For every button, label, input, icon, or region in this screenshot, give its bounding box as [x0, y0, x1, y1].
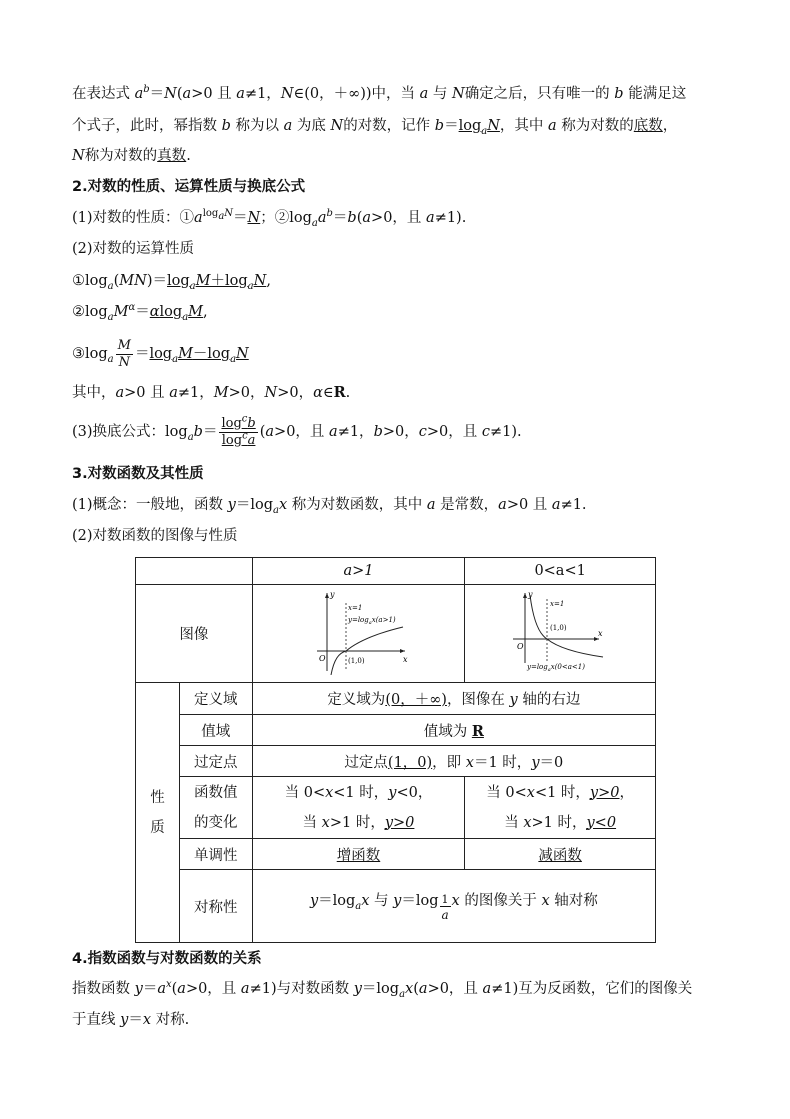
text: ( [176, 86, 183, 102]
text: 的对数，记作 [343, 118, 435, 134]
header-empty-cell [136, 558, 253, 585]
text: a [551, 497, 561, 513]
text: (1)概念：一般地，函数 [72, 497, 228, 513]
text: ， [619, 784, 634, 801]
text: c [242, 430, 248, 442]
table-row-value-change [136, 777, 656, 839]
text: b [347, 210, 357, 226]
monotonicity-label: 单调性 [179, 839, 252, 870]
text: ＝ [134, 346, 150, 362]
text: M [188, 304, 204, 320]
domain-label: 定义域 [179, 683, 252, 715]
value-change-label [179, 777, 252, 839]
section-3-heading: 3.对数函数及其性质 [72, 466, 204, 482]
text: 其中， [72, 385, 116, 401]
text: ( [413, 981, 419, 997]
log-notation [458, 118, 500, 137]
definition-line-1 [72, 84, 686, 104]
origin-label: O [319, 653, 327, 663]
text: 与 [428, 86, 452, 102]
text: ≠1). [489, 424, 522, 440]
text: log [221, 415, 242, 431]
text: (3)换底公式：log [72, 424, 188, 440]
text: y=log [348, 615, 370, 624]
text: >1 时， [329, 814, 385, 831]
text: －log [192, 346, 231, 362]
change-of-base-fraction [219, 413, 257, 449]
domain-value [252, 683, 655, 715]
text: x [451, 893, 460, 909]
y-axis-label: y [528, 589, 533, 599]
text: <1 时， [333, 784, 389, 801]
text: N [247, 210, 261, 226]
text: a [247, 280, 254, 292]
text: 是常数， [435, 497, 499, 513]
curve-label [347, 616, 396, 626]
text: MN [119, 273, 147, 289]
point-label: (1,0) [348, 656, 366, 665]
text: (0，＋∞) [385, 692, 447, 708]
text: a [230, 353, 237, 365]
text: 当 [504, 814, 524, 831]
table-row-fixed-point [136, 746, 656, 777]
text: ≠1， [244, 86, 281, 102]
text: R [333, 384, 346, 401]
graph-properties-heading: (2)对数函数的图像与性质 [72, 528, 238, 544]
text: a [547, 666, 551, 673]
text: log [149, 346, 173, 362]
text: ＝log [361, 981, 400, 997]
text: ＋log [210, 273, 248, 289]
range-value [252, 715, 655, 746]
text: 当 0< [284, 784, 326, 801]
text: >0， [277, 385, 314, 401]
log-function-properties-table [135, 557, 656, 943]
text: y>0 [589, 784, 620, 801]
text: a [399, 988, 406, 1000]
text: log [458, 118, 482, 134]
text: ( [356, 210, 363, 226]
text: ，即 [432, 754, 466, 771]
header-a-lt-1: 0<a<1 [465, 558, 656, 585]
y-axis-arrow [523, 593, 527, 598]
text: b [193, 424, 203, 440]
text: ＝log [235, 497, 274, 513]
text: a [157, 981, 166, 997]
log-properties-line [72, 208, 466, 228]
text: a [418, 981, 428, 997]
text [253, 778, 465, 808]
text: ≠1， [337, 424, 374, 440]
text: ＝ [444, 118, 459, 134]
text: ( [171, 981, 178, 997]
text: y [134, 981, 143, 997]
conditions-line [72, 383, 350, 403]
text: ＝log [318, 893, 356, 909]
table-row-graph [136, 585, 656, 683]
text: 轴对称 [549, 893, 598, 909]
text: a [189, 280, 196, 292]
text: a [548, 118, 557, 134]
text: log [167, 273, 190, 289]
text: a [182, 311, 189, 323]
text: b [373, 424, 383, 440]
text: y [120, 1012, 129, 1028]
text: x [321, 814, 330, 831]
text: M [113, 304, 129, 320]
text: N [330, 118, 344, 134]
text: >0，且 [185, 981, 241, 997]
text: N [118, 354, 130, 370]
text: a [441, 908, 449, 922]
text: y [388, 784, 397, 801]
text: log [202, 208, 219, 220]
text: x [361, 893, 370, 909]
text: 称为对数的 [556, 118, 634, 134]
text: a [107, 353, 114, 365]
text: y [531, 754, 540, 771]
text: 能满足这 [623, 86, 687, 102]
text: y [227, 497, 236, 513]
range-label: 值域 [179, 715, 252, 746]
text: x [165, 979, 172, 991]
text: a [426, 210, 435, 226]
text: a [182, 86, 192, 102]
text: 指数函数 [72, 981, 135, 997]
text: a [134, 86, 144, 102]
y-axis-arrow [325, 593, 329, 598]
text: >0， [228, 385, 265, 401]
term-antilog: 真数 [157, 148, 187, 164]
text: a [362, 210, 372, 226]
text: x(a>1) [372, 615, 397, 624]
text: , [266, 273, 271, 289]
text: x [142, 1012, 151, 1028]
text: x [405, 981, 414, 997]
text [253, 808, 465, 838]
text: M [213, 385, 229, 401]
change-of-base-line [72, 412, 522, 452]
text: (1)对数的性质：① [72, 210, 195, 226]
text: 定义域为 [327, 692, 386, 708]
text: b [326, 208, 333, 220]
value-change-a-gt-1 [252, 777, 465, 839]
text: 称为对数的 [84, 148, 158, 164]
text: x [526, 784, 535, 801]
text: ≠1， [177, 385, 214, 401]
x-axis-arrow [400, 649, 405, 653]
text: ≠1. [560, 497, 587, 513]
text: 在表达式 [72, 86, 135, 102]
text: x [278, 497, 288, 513]
text: ＝log [401, 893, 439, 909]
table-row-symmetry [136, 870, 656, 943]
text: 称为以 [230, 118, 284, 134]
text: a [172, 353, 179, 365]
text: a [355, 900, 362, 912]
text: 的变化 [194, 814, 238, 831]
text: ＝1 时， [473, 754, 532, 771]
text: a [169, 385, 178, 401]
text: )＝ [146, 273, 168, 289]
text: α [128, 302, 136, 314]
graph-label: 图像 [136, 585, 253, 683]
text: N [280, 86, 294, 102]
text: a [236, 86, 245, 102]
log-graph-increasing [303, 589, 413, 675]
text: b [434, 118, 445, 134]
section-2-heading: 2.对数的性质、运算性质与换底公式 [72, 179, 306, 195]
text: a [283, 118, 293, 134]
text: b [221, 118, 231, 134]
text: b [247, 415, 256, 431]
text: R [471, 722, 484, 740]
section-4-heading: 4.指数函数与对数函数的关系 [72, 951, 262, 967]
text: a [218, 211, 225, 223]
text: ；②log [260, 210, 312, 226]
text: ≠1)互为反函数，它们的图像关 [491, 981, 693, 997]
text: ，其中 [499, 118, 549, 134]
value-change-a-lt-1 [465, 777, 656, 839]
text: 为底 [292, 118, 331, 134]
text: a [369, 619, 373, 626]
table-row-domain [136, 683, 656, 715]
text: log [221, 432, 243, 448]
text: >0，且 [426, 424, 482, 440]
rule-product [72, 271, 271, 291]
text: a [107, 311, 114, 323]
text: ≠1)与对数函数 [249, 981, 354, 997]
table-row-range [136, 715, 656, 746]
text: b [143, 84, 150, 96]
fixed-point-value [252, 746, 655, 777]
graph-a-lt-1-cell [465, 585, 656, 683]
text: y [393, 893, 402, 909]
text [465, 808, 655, 838]
text: M [195, 273, 211, 289]
text: 函数值 [194, 784, 238, 801]
text: 1 [441, 893, 449, 906]
text: 当 0< [486, 784, 527, 801]
text: ， [662, 118, 678, 134]
x-axis-label: x [403, 654, 408, 664]
text: y=log [527, 662, 548, 671]
point-label: (1,0) [550, 623, 567, 632]
text: ∈(0，＋∞))中，当 [293, 86, 420, 102]
text: , [203, 304, 208, 320]
text: c [241, 413, 248, 425]
text: a [311, 217, 318, 229]
text: c [481, 424, 490, 440]
text: N [452, 86, 465, 102]
text: ≠1). [434, 210, 467, 226]
rule-power [72, 302, 208, 322]
text: a [273, 504, 279, 516]
text: a [177, 981, 186, 997]
text: a [107, 280, 114, 292]
text: N [236, 346, 249, 362]
text: a [247, 432, 256, 448]
operation-properties-heading: (2)对数的运算性质 [72, 241, 195, 257]
x-equals-1-label: x=1 [550, 599, 565, 608]
text: ①log [72, 273, 108, 289]
text: M [117, 337, 131, 353]
text: a [187, 431, 194, 443]
text: ②log [72, 304, 108, 320]
text: b [614, 86, 624, 102]
text: M [178, 346, 193, 362]
text: ＝0 [539, 754, 564, 771]
symmetry-value [252, 870, 655, 943]
text: a [115, 385, 125, 401]
text: 性 [150, 789, 165, 806]
text: x [465, 754, 474, 771]
text: 质 [150, 819, 165, 836]
text: >1 时， [531, 814, 587, 831]
text: >0 且 [506, 497, 552, 513]
y-axis-label: y [330, 589, 335, 599]
text: a [498, 497, 507, 513]
fixed-point-label: 过定点 [179, 746, 252, 777]
text: ＝ [149, 86, 165, 102]
text: ，图像在 [446, 692, 510, 708]
concept-line [72, 495, 587, 515]
text: >0 且 [124, 385, 170, 401]
text: ∈ [322, 385, 334, 401]
text: x(0<a<1) [550, 662, 586, 671]
text: a [419, 86, 429, 102]
monotonicity-increasing: 增函数 [252, 839, 465, 870]
text: ＝ [142, 981, 158, 997]
text: y<0 [586, 814, 617, 831]
text: a [194, 210, 203, 226]
text: 与 [369, 893, 394, 909]
text: x [325, 784, 334, 801]
base-fraction [440, 893, 451, 923]
text: . [345, 385, 351, 401]
curve-label [526, 663, 585, 673]
x-equals-1-label: x=1 [348, 603, 363, 612]
text: ＝ [202, 424, 218, 440]
text: 称为对数函数，其中 [287, 497, 427, 513]
monotonicity-decreasing: 减函数 [465, 839, 656, 870]
text: y [309, 893, 319, 909]
text: a [317, 210, 327, 226]
text: α [313, 385, 323, 401]
fraction-m-over-n [116, 338, 133, 371]
text: 的图像关于 [459, 893, 542, 909]
text [465, 778, 655, 808]
text: a [426, 497, 436, 513]
table-header-row [136, 558, 656, 585]
symmetry-label: 对称性 [179, 870, 252, 943]
text: y [509, 692, 518, 708]
text: <1 时， [534, 784, 590, 801]
text: a [329, 424, 338, 440]
header-a-gt-1: a>1 [252, 558, 465, 585]
definition-line-2 [72, 116, 677, 136]
text: 轴的右边 [517, 692, 581, 708]
text: a [481, 125, 488, 137]
text: N [253, 273, 267, 289]
text: 确定之后，只有唯一的 [464, 86, 615, 102]
text: N [72, 148, 85, 164]
text: N [487, 118, 500, 134]
text: c [418, 424, 427, 440]
text: >0 且 [191, 86, 237, 102]
text: ③log [72, 346, 108, 362]
log-graph-decreasing [505, 589, 615, 675]
text: x [541, 893, 550, 909]
text: N [224, 208, 234, 220]
text: ＝ [233, 210, 248, 226]
text: α [149, 304, 160, 320]
text: . [186, 148, 191, 164]
text: N [264, 385, 278, 401]
text: ＝ [135, 304, 150, 320]
text: >0，且 [274, 424, 330, 440]
text: 于直线 [72, 1012, 121, 1028]
text: a [240, 981, 250, 997]
text: a [482, 981, 492, 997]
text: x [523, 814, 532, 831]
text: >0，且 [427, 981, 483, 997]
definition-line-3 [72, 146, 191, 166]
text: 过定点 [344, 754, 388, 771]
text: y>0 [384, 814, 415, 831]
text: (1，0) [387, 754, 433, 771]
text: 值域为 [423, 723, 472, 740]
table-row-monotonicity [136, 839, 656, 870]
text: 个式子，此时，幂指数 [72, 118, 222, 134]
text: y [353, 981, 362, 997]
text: <0， [396, 784, 433, 801]
text: a [265, 424, 275, 440]
text: N [164, 86, 177, 102]
text: log [159, 304, 183, 320]
term-base: 底数 [633, 118, 663, 134]
origin-label: O [517, 641, 524, 651]
inverse-relation-line-2 [72, 1010, 189, 1030]
inverse-relation-line-1 [72, 979, 692, 999]
text: >0，且 [371, 210, 427, 226]
text: ( [259, 424, 266, 440]
text: >0， [382, 424, 419, 440]
x-axis-label: x [598, 628, 603, 638]
text: ＝ [332, 210, 348, 226]
properties-group-label [136, 683, 180, 943]
text: ( [113, 273, 120, 289]
rule-quotient [72, 336, 249, 372]
text: 当 [302, 814, 322, 831]
graph-a-gt-1-cell [252, 585, 465, 683]
text: ＝ [128, 1012, 143, 1028]
text: 对称. [151, 1012, 190, 1028]
